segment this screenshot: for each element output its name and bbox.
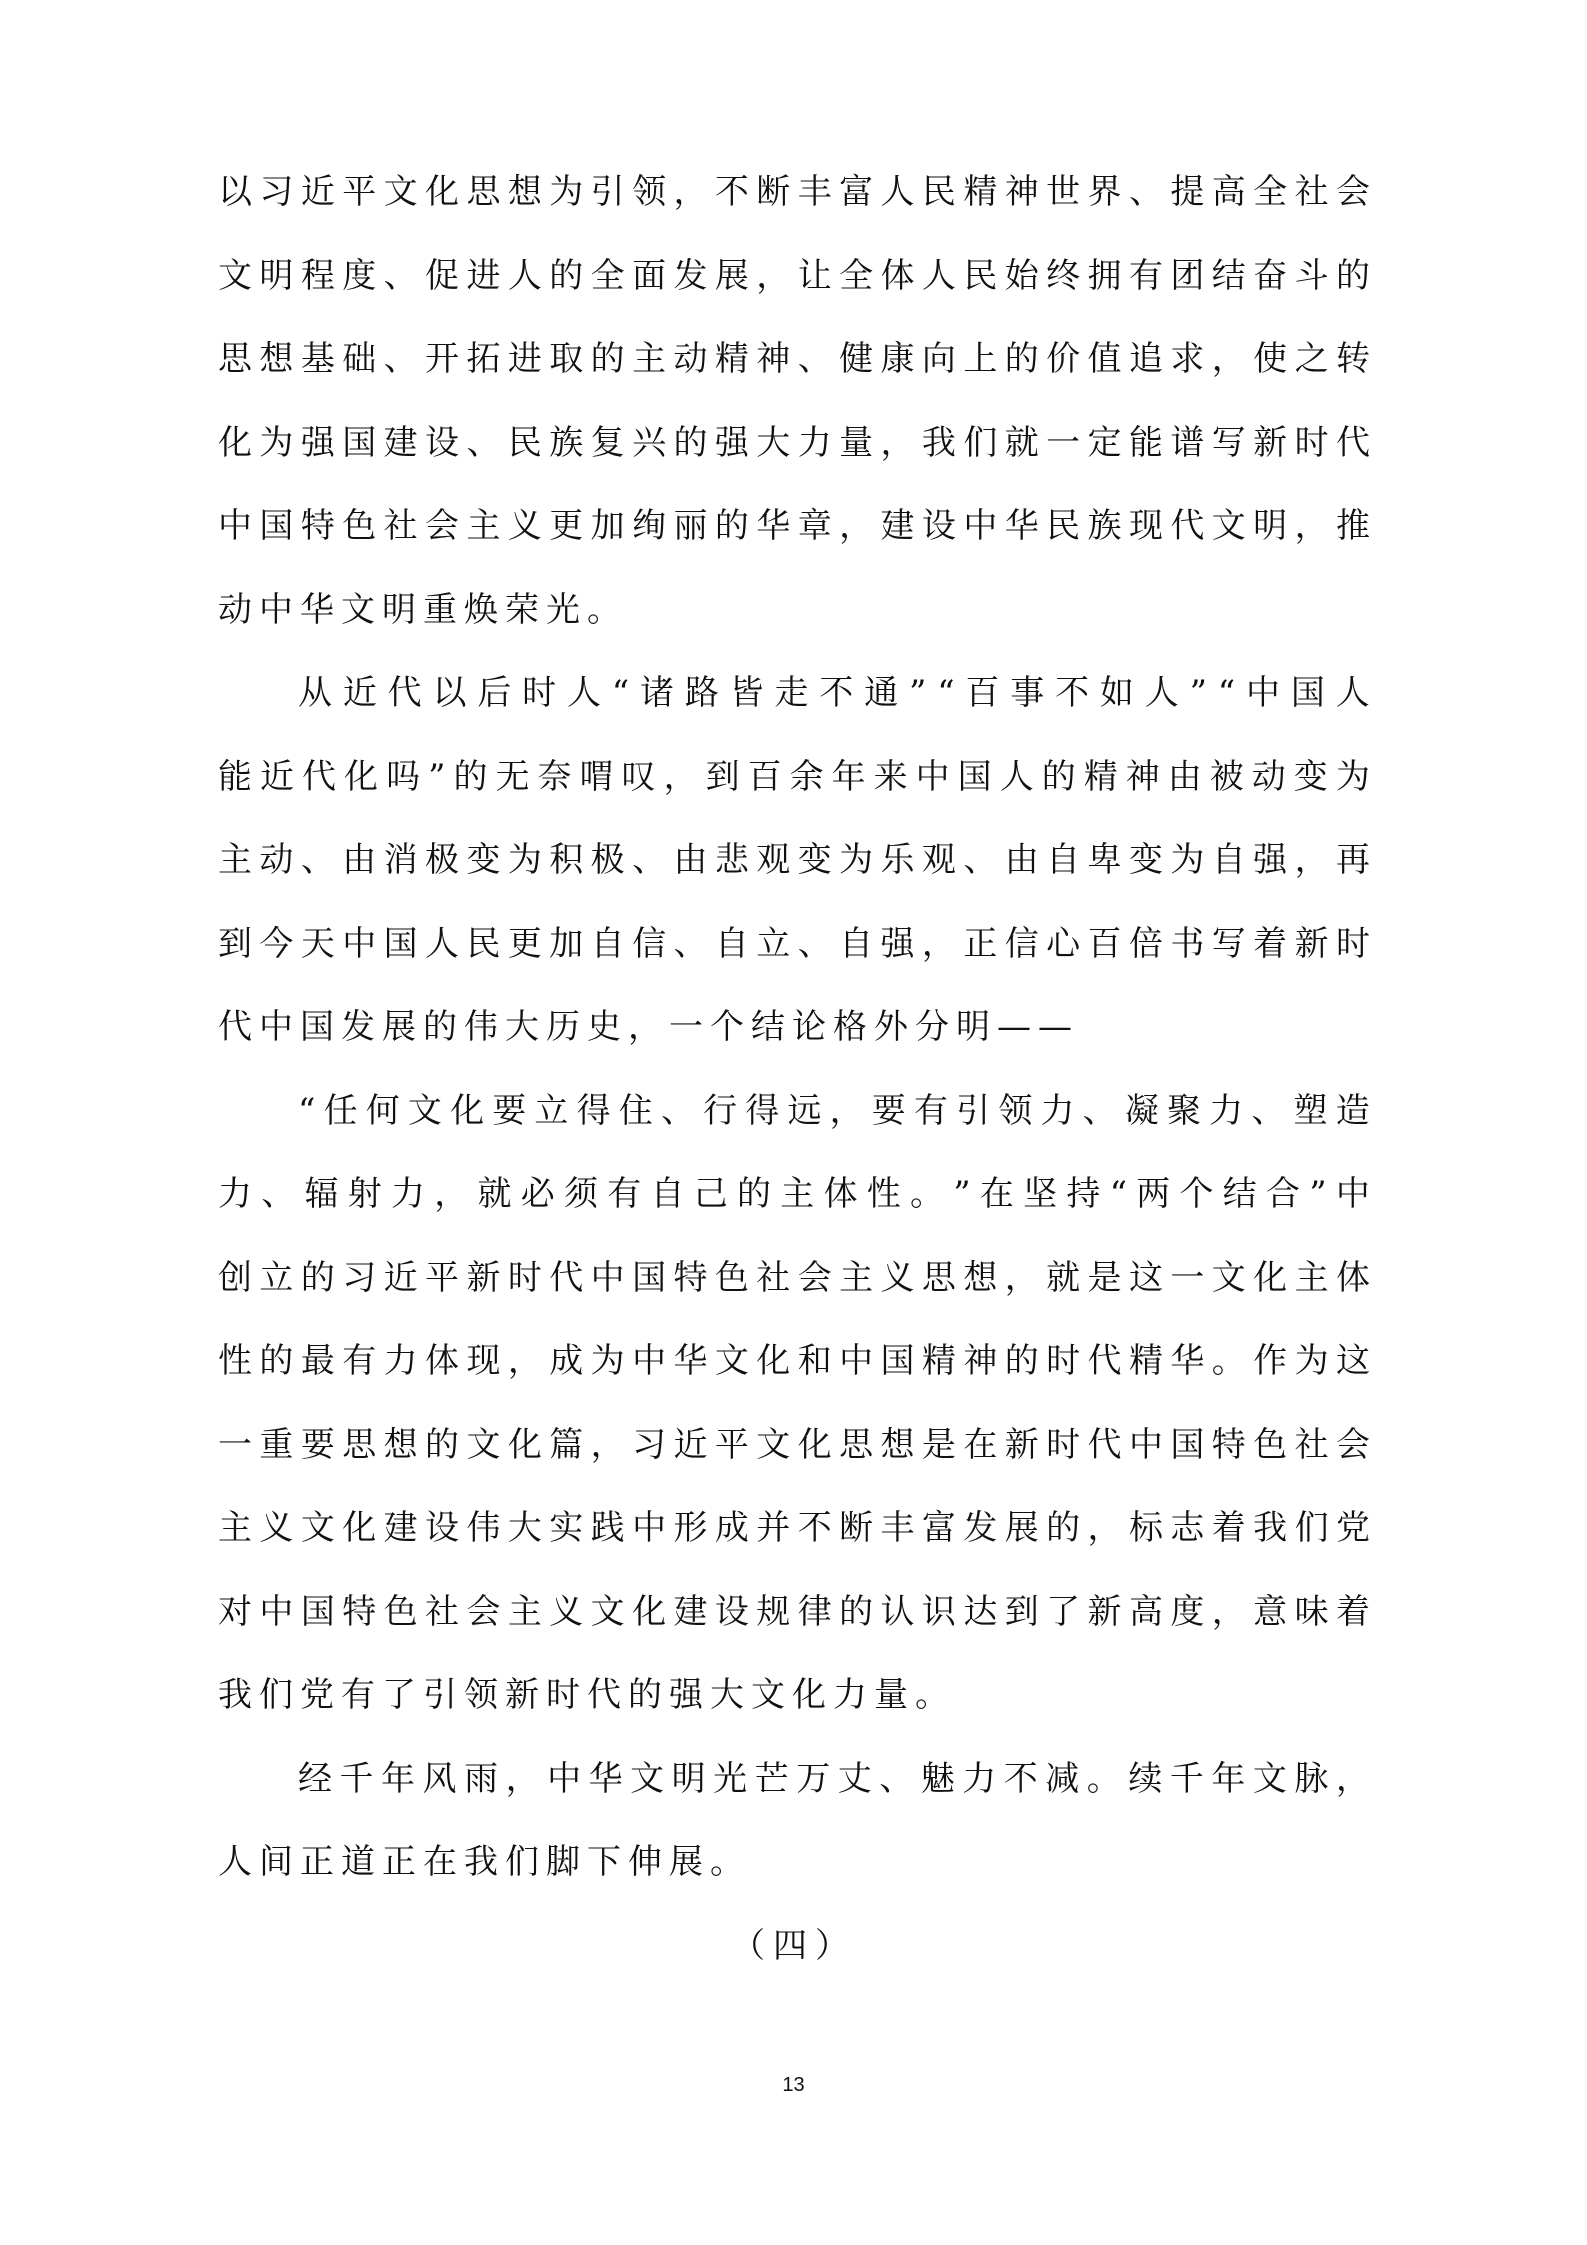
text-line: 经 千 年 风 雨 ， 中 华 文 明 光 芒 万 丈 、 魅 力 不 减 。 续 千 年 文 脉 ，	[298, 1758, 1370, 1799]
text-line: 主 动 、 由 消 极 变 为 积 极 、 由 悲 观 变 为 乐 观 、 由 自 卑 变 为 自 强 ， 再	[218, 840, 1370, 880]
text-line: 力 、 辐 射 力 ， 就 必 须 有 自 己 的 主 体 性 。 ” 在 坚 持 “ 两 个 结 合 ” 中	[218, 1174, 1370, 1214]
paragraph-2	[218, 652, 1370, 1070]
body-text	[218, 151, 1370, 1988]
text-line: 动中华文明重焕荣光。	[218, 589, 628, 630]
text-line: 到 今 天 中 国 人 民 更 加 自 信 、 自 立 、 自 强 ， 正 信 心 百 倍 书 写 着 新 时	[218, 923, 1370, 964]
text-line: 人间正道正在我们脚下伸展。	[218, 1842, 751, 1882]
text-line: “ 任 何 文 化 要 立 得 住 、 行 得 远 ， 要 有 引 领 力 、 凝 聚 力 、 塑 造	[298, 1090, 1370, 1131]
section-heading: （四）	[731, 1925, 857, 1966]
text-line: 主 义 文 化 建 设 伟 大 实 践 中 形 成 并 不 断 丰 富 发 展 的 ， 标 志 着 我 们 党	[218, 1508, 1370, 1548]
text-line: 创 立 的 习 近 平 新 时 代 中 国 特 色 社 会 主 义 思 想 ， 就 是 这 一 文 化 主 体	[218, 1257, 1370, 1298]
text-line: 思 想 基 础 、 开 拓 进 取 的 主 动 精 神 、 健 康 向 上 的 价 值 追 求 ， 使 之 转	[218, 339, 1370, 379]
paragraph-1	[218, 151, 1370, 652]
text-line: 文 明 程 度 、 促 进 人 的 全 面 发 展 ， 让 全 体 人 民 始 终 拥 有 团 结 奋 斗 的	[218, 255, 1370, 296]
text-line: 化 为 强 国 建 设 、 民 族 复 兴 的 强 大 力 量 ， 我 们 就 一 定 能 谱 写 新 时 代	[218, 422, 1370, 463]
text-line: 一 重 要 思 想 的 文 化 篇 ， 习 近 平 文 化 思 想 是 在 新 时 代 中 国 特 色 社 会	[218, 1424, 1370, 1465]
paragraph-4	[218, 1738, 1370, 1905]
text-line: 我们党有了引领新时代的强大文化力量。	[218, 1675, 956, 1715]
text-line: 代中国发展的伟大历史，一个结论格外分明——	[218, 1007, 1079, 1047]
paragraph-3	[218, 1070, 1370, 1738]
text-line: 能 近 代 化 吗 ” 的 无 奈 喟 叹 ， 到 百 余 年 来 中 国 人 的 精 神 由 被 动 变 为	[218, 756, 1370, 797]
text-line: 从 近 代 以 后 时 人 “ 诸 路 皆 走 不 通 ” “ 百 事 不 如 人 ” “ 中 国 人	[298, 673, 1370, 713]
text-line: 对 中 国 特 色 社 会 主 义 文 化 建 设 规 律 的 认 识 达 到 了 新 高 度 ， 意 味 着	[218, 1591, 1370, 1632]
page-number: 13	[782, 2074, 805, 2096]
text-line: 性 的 最 有 力 体 现 ， 成 为 中 华 文 化 和 中 国 精 神 的 时 代 精 华 。 作 为 这	[218, 1341, 1370, 1381]
text-line: 中 国 特 色 社 会 主 义 更 加 绚 丽 的 华 章 ， 建 设 中 华 民 族 现 代 文 明 ， 推	[218, 506, 1370, 546]
text-line: 以 习 近 平 文 化 思 想 为 引 领 ， 不 断 丰 富 人 民 精 神 世 界 、 提 高 全 社 会	[218, 172, 1370, 212]
